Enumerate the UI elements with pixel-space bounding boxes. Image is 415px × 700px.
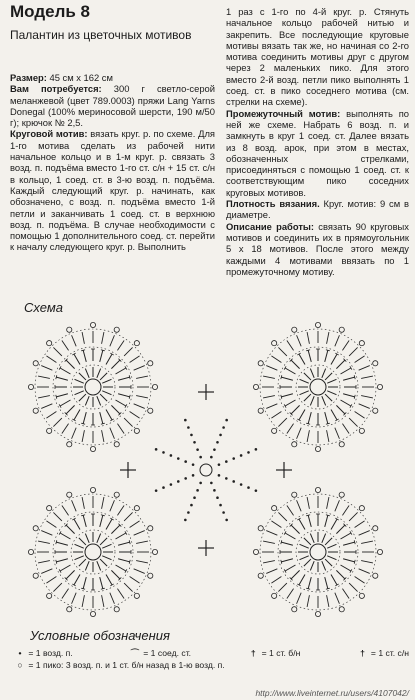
instructions-left-column	[10, 72, 215, 253]
round-motif-top-right	[253, 322, 382, 451]
legend-slip-stitch: ⌒ = 1 соед. ст.	[130, 648, 192, 658]
legend-title: Условные обозначения	[30, 628, 170, 643]
legend-single-crochet: † = 1 ст. б/н	[250, 648, 301, 658]
round-motif-bottom-right	[253, 487, 382, 616]
legend	[14, 647, 409, 671]
paragraph-materials: Вам потребуется: 300 г светло-серой меланжевой (цвет 789.0003) пряжи Lang Yarns Donegal (100% мериносовой шерсти, 190 м/50 г); крючок № 2,5.	[10, 83, 215, 129]
paragraph-intermediate-motif: Промежуточный мотив: выполнять по ней же схеме. Набрать 6 возд. п. и замкнуть в круг 1 соед. ст. Далее вязать из 8 возд. арок, при этом в местах, обозначенных стрелками, присоединяться с помощью 1 соед. ст. к соответствующим пико соседних круговых мотивов.	[226, 107, 409, 198]
paragraph-work-description: Описание работы: связать 90 круговых мотивов и соединить их в прямоугольник 5 х 18 мотивов. После этого между каждыми 4 мотивами ввязать по 1 промежуточному мотиву.	[226, 220, 409, 277]
paragraph-round-motif: Круговой мотив: вязать круг. р. по схеме. Для 1-го мотива сделать из рабочей нити начальное кольцо и в 1-м круг. р. связать 3 возд. п. подъёма вместо 1-го ст. с/н + 15 ст. с/н в кольцо, 1 соед. ст. в 3-ю возд. п. подъёма. Каждый следующий круг. р. начинать, как обозначено, с возд. п. подъёма вместо 1-й петли и заканчивать 1 соед. ст. в верхнюю возд. п. подъёма. В случае необходимости с помощью 1 дополнительного соед. ст. перейти к началу следующего круг. р. Выполнить	[10, 128, 216, 253]
instructions-right-column	[226, 6, 409, 277]
legend-double-crochet: † = 1 ст. с/н	[360, 648, 409, 658]
round-motif-top-left	[28, 322, 157, 451]
legend-chain: • = 1 возд. п.	[18, 648, 73, 658]
round-motif-bottom-left	[28, 487, 157, 616]
watermark-url: http://www.liveinternet.ru/users/4107042/	[255, 688, 409, 698]
page-title: Модель 8	[10, 2, 90, 21]
scheme-title: Схема	[24, 300, 63, 315]
motif-group	[28, 322, 382, 616]
crochet-scheme-diagram	[18, 312, 398, 627]
paragraph-gauge: Плотность вязания. Круг. мотив: 9 см в диаметре.	[226, 198, 409, 221]
intermediate-motif	[120, 384, 292, 556]
page-subtitle: Палантин из цветочных мотивов	[10, 28, 192, 42]
paragraph-size: Размер: 45 см х 162 см	[10, 72, 113, 83]
paragraph-continuation: 1 раз с 1-го по 4-й круг. р. Стянуть начальное кольцо рабочей нитью и закрепить. Все последующие круговые мотивы вязать так же, но начиная со 2-го мотива соединить мотивы друг с другом через 2 маленьких пико. Для этого вместо 2-й возд. петли пико выполнять 1 соед. ст. в пико соседнего мотива (см. стрелки на схеме).	[226, 6, 409, 108]
legend-picot: ○ = 1 пико: 3 возд. п. и 1 ст. б/н назад в 1-ю возд. п.	[17, 660, 225, 670]
